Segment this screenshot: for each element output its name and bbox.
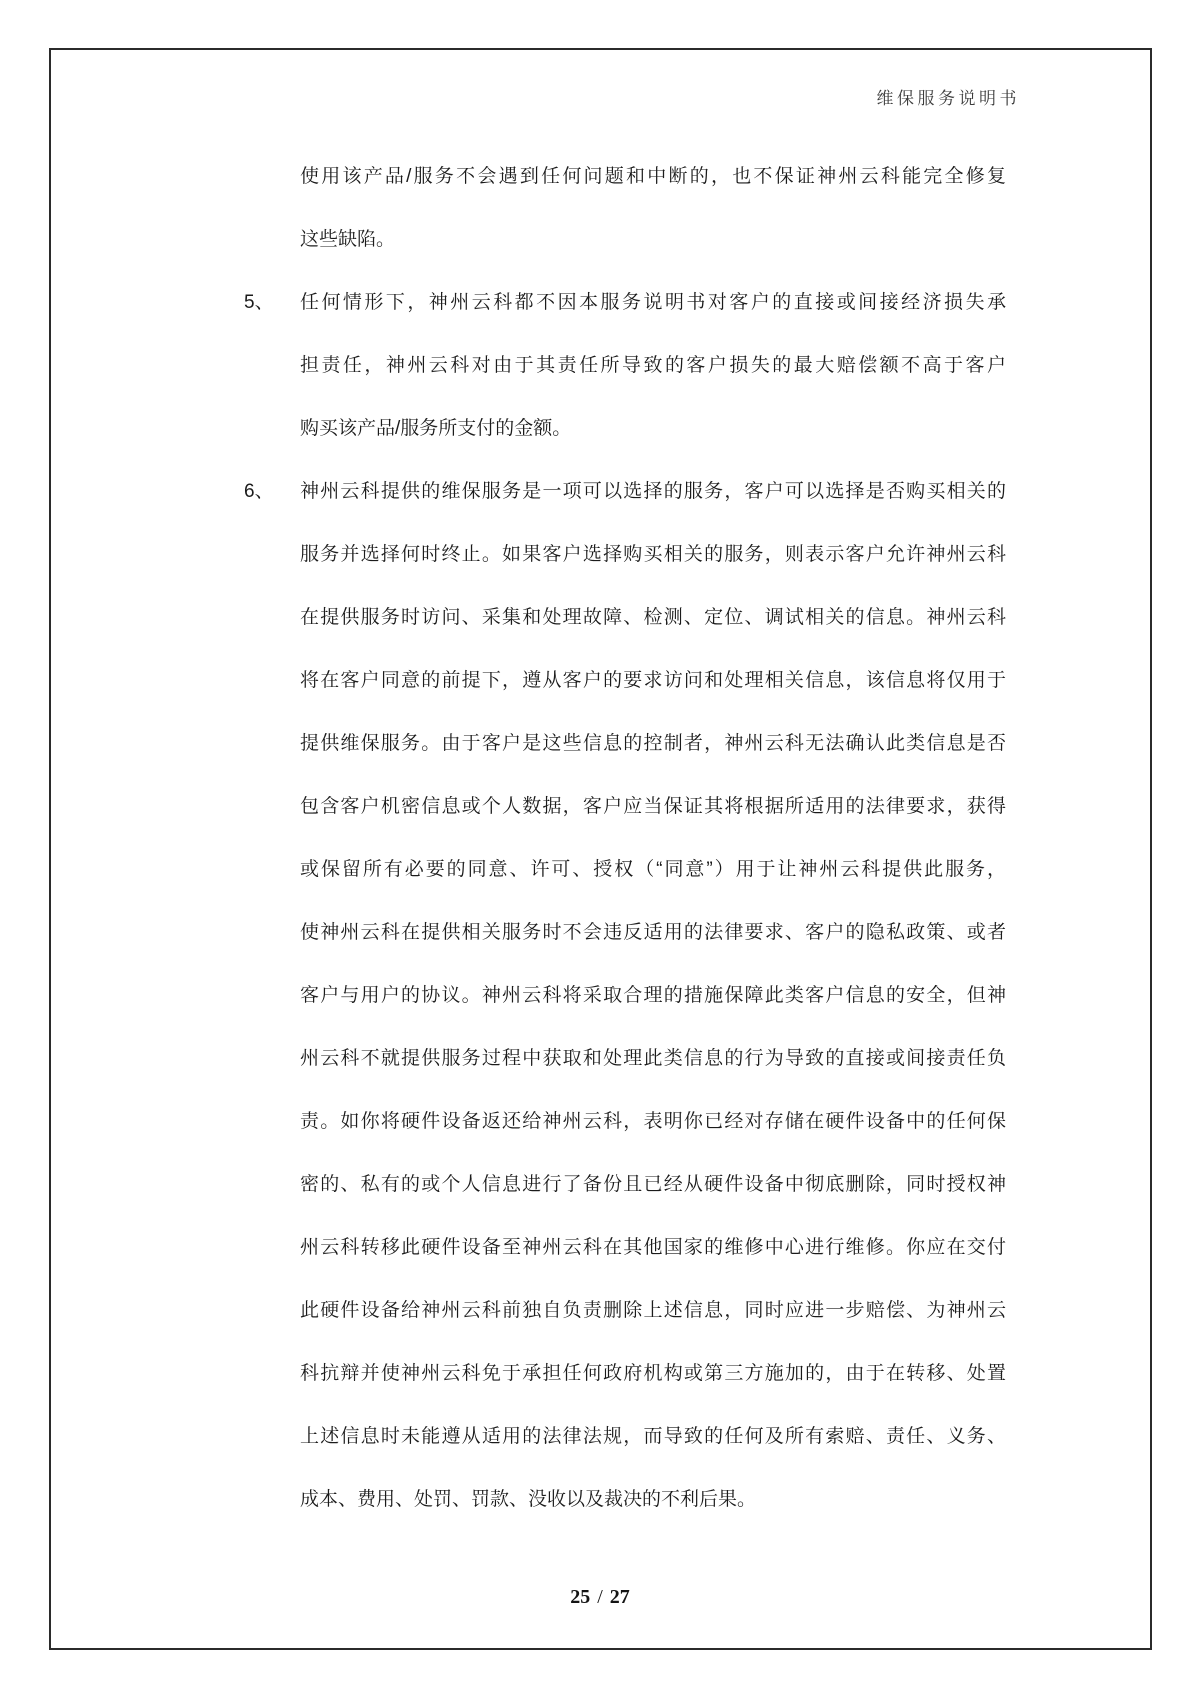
text-line: 在提供服务时访问、采集和处理故障、检测、定位、调试相关的信息。神州云科 [300, 607, 1006, 628]
paragraph [300, 145, 1006, 271]
text-line: 使神州云科在提供相关服务时不会违反适用的法律要求、客户的隐私政策、或者 [300, 922, 1006, 943]
text-line: 科抗辩并使神州云科免于承担任何政府机构或第三方施加的，由于在转移、处置 [300, 1363, 1006, 1384]
text-line: 这些缺陷。 [300, 229, 396, 250]
text-line: 责。如你将硬件设备返还给神州云科，表明你已经对存储在硬件设备中的任何保 [300, 1111, 1006, 1132]
text-line: 包含客户机密信息或个人数据，客户应当保证其将根据所适用的法律要求，获得 [300, 796, 1006, 817]
current-page-number: 25 [570, 1586, 591, 1608]
list-number: 5、 [244, 292, 274, 313]
text-line: 将在客户同意的前提下，遵从客户的要求访问和处理相关信息，该信息将仅用于 [300, 670, 1006, 691]
page-header-title: 维保服务说明书 [876, 89, 1020, 108]
text-line: 密的、私有的或个人信息进行了备份且已经从硬件设备中彻底删除，同时授权神 [300, 1174, 1006, 1195]
list-number: 6、 [244, 481, 274, 502]
page-number-separator: / [597, 1586, 603, 1608]
text-line: 提供维保服务。由于客户是这些信息的控制者，神州云科无法确认此类信息是否 [300, 733, 1006, 754]
text-line: 购买该产品/服务所支付的金额。 [300, 418, 572, 439]
text-line: 州云科转移此硬件设备至神州云科在其他国家的维修中心进行维修。你应在交付 [300, 1237, 1006, 1258]
text-line: 神州云科提供的维保服务是一项可以选择的服务，客户可以选择是否购买相关的 [300, 481, 1006, 502]
document-body [244, 145, 1006, 1531]
text-line: 服务并选择何时终止。如果客户选择购买相关的服务，则表示客户允许神州云科 [300, 544, 1006, 565]
text-line: 客户与用户的协议。神州云科将采取合理的措施保障此类客户信息的安全，但神 [300, 985, 1006, 1006]
text-line: 任何情形下，神州云科都不因本服务说明书对客户的直接或间接经济损失承 [300, 292, 1006, 313]
page-number [0, 1586, 1200, 1609]
text-line: 州云科不就提供服务过程中获取和处理此类信息的行为导致的直接或间接责任负 [300, 1048, 1006, 1069]
text-line: 担责任，神州云科对由于其责任所导致的客户损失的最大赔偿额不高于客户 [300, 355, 1006, 376]
total-page-count: 27 [609, 1586, 630, 1608]
paragraph-item-6 [244, 460, 1006, 1531]
paragraph-item-5 [244, 271, 1006, 460]
text-line: 成本、费用、处罚、罚款、没收以及裁决的不利后果。 [300, 1489, 757, 1510]
text-line: 使用该产品/服务不会遇到任何问题和中断的，也不保证神州云科能完全修复 [300, 166, 1006, 187]
text-line: 上述信息时未能遵从适用的法律法规，而导致的任何及所有索赔、责任、义务、 [300, 1426, 1006, 1447]
text-line: 或保留所有必要的同意、许可、授权（“同意”）用于让神州云科提供此服务， [300, 859, 1006, 880]
text-line: 此硬件设备给神州云科前独自负责删除上述信息，同时应进一步赔偿、为神州云 [300, 1300, 1006, 1321]
